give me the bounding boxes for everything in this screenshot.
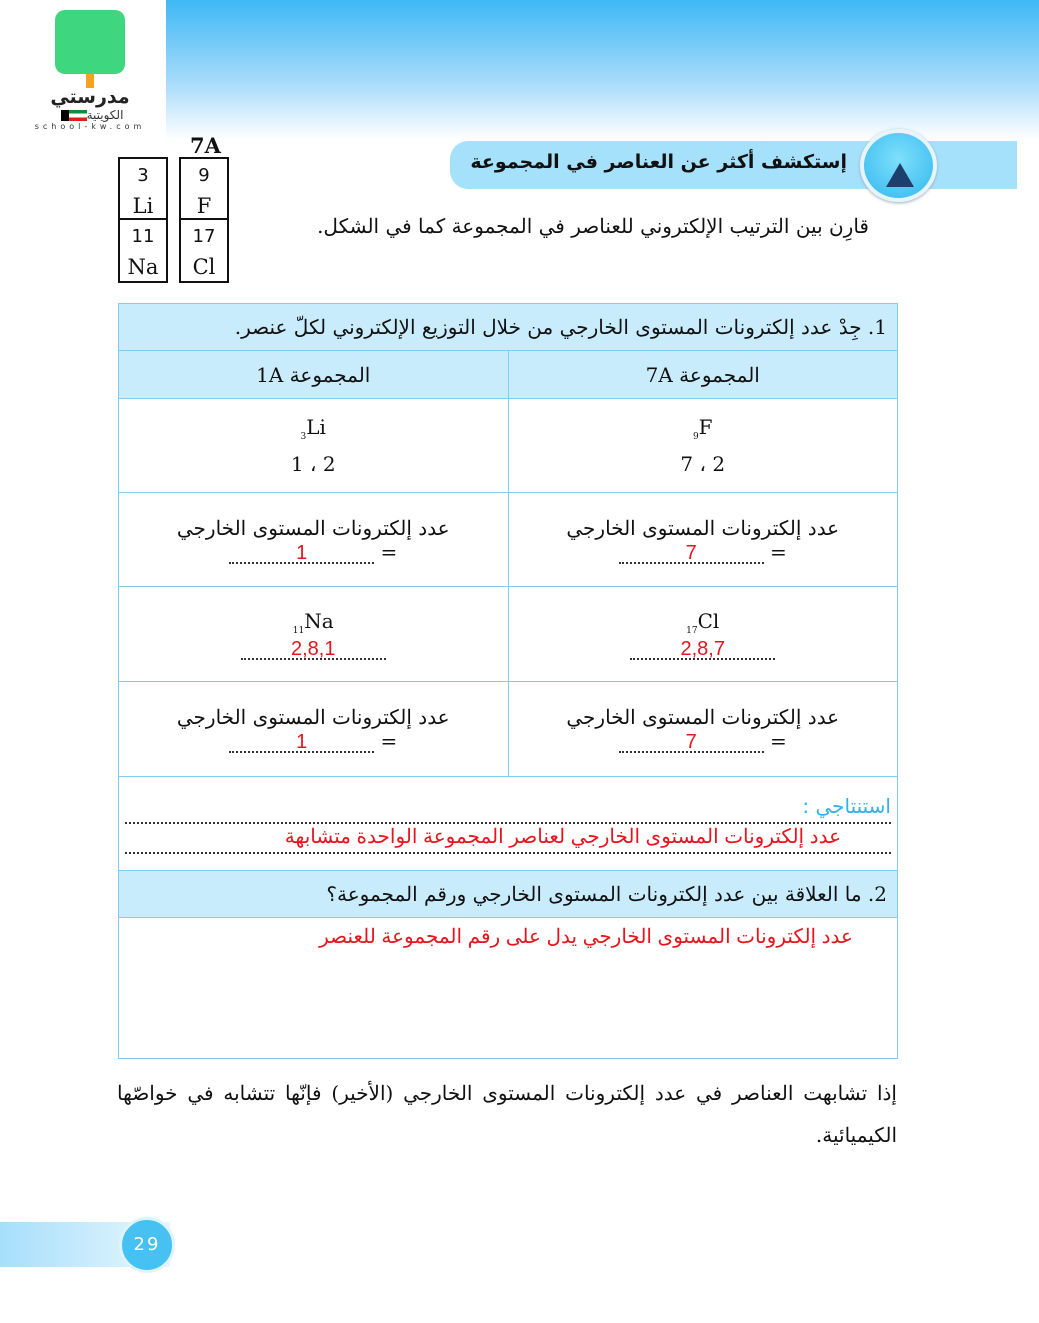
logo-name: مدرستي bbox=[50, 86, 130, 108]
intro-text: قارِن بين الترتيب الإلكتروني للعناصر في المجموعة كما في الشكل. bbox=[317, 214, 869, 238]
group-7a-header: المجموعة 7A bbox=[508, 351, 898, 399]
header-band bbox=[166, 0, 1039, 140]
sodium-cell: $_{11}$Na 2,8,1 bbox=[119, 587, 509, 682]
chlorine-cell: $_{17}$Cl 2,8,7 bbox=[508, 587, 898, 682]
kuwait-flag-icon bbox=[61, 110, 87, 121]
answer-field[interactable]: 2,8,1 bbox=[241, 638, 386, 660]
lithium-count: عدد إلكترونات المستوى الخارجي = 1 bbox=[119, 493, 509, 587]
logo-sub: الكويتية bbox=[20, 108, 160, 122]
conclusion-answer[interactable]: عدد إلكترونات المستوى الخارجي لعناصر المجموعة الواحدة متشابهة bbox=[125, 824, 891, 854]
answer-field[interactable]: 1 bbox=[229, 731, 374, 753]
answer-field[interactable]: 7 bbox=[619, 542, 764, 564]
sodium-count: عدد إلكترونات المستوى الخارجي = 1 bbox=[119, 682, 509, 777]
summary-text: إذا تشابهت العناصر في عدد إلكترونات المستوى الخارجي (الأخير) فإنّها تتشابه في خواصّها الكيميائية. bbox=[117, 1081, 897, 1147]
answer-field[interactable]: 2,8,7 bbox=[630, 638, 775, 660]
question-2-answer[interactable]: عدد إلكترونات المستوى الخارجي يدل على رقم المجموعة للعنصر bbox=[119, 918, 898, 1059]
lithium-cell: $_3$Li 2 ، 1 bbox=[119, 399, 509, 493]
group-7a-column: 9 F 17 Cl bbox=[179, 157, 229, 283]
group-1a-column: 3 Li 11 Na bbox=[118, 157, 168, 283]
worksheet-table bbox=[118, 303, 898, 1059]
group-1a-header: المجموعة 1A bbox=[119, 351, 509, 399]
logo-icon bbox=[55, 10, 125, 74]
fluorine-count: عدد إلكترونات المستوى الخارجي = 7 bbox=[508, 493, 898, 587]
logo bbox=[20, 6, 160, 141]
logo-url: school-kw.com bbox=[34, 122, 146, 131]
chlorine-count: عدد إلكترونات المستوى الخارجي = 7 bbox=[508, 682, 898, 777]
conclusion bbox=[119, 777, 898, 871]
flask-icon bbox=[860, 129, 937, 202]
group-label: 7A bbox=[190, 133, 221, 158]
page-number: 29 bbox=[119, 1217, 175, 1273]
answer-field[interactable]: 1 bbox=[229, 542, 374, 564]
question-2: 2. ما العلاقة بين عدد إلكترونات المستوى الخارجي ورقم المجموعة؟ bbox=[119, 871, 898, 918]
answer-field[interactable]: 7 bbox=[619, 731, 764, 753]
section-title: إستكشف أكثر عن العناصر في المجموعة bbox=[450, 141, 1017, 189]
conclusion-label: استنتاجي : bbox=[802, 793, 891, 818]
fluorine-cell: $_9$F 2 ، 7 bbox=[508, 399, 898, 493]
question-1: 1. جِدْ عدد إلكترونات المستوى الخارجي من خلال التوزيع الإلكتروني لكلّ عنصر. bbox=[119, 304, 898, 351]
